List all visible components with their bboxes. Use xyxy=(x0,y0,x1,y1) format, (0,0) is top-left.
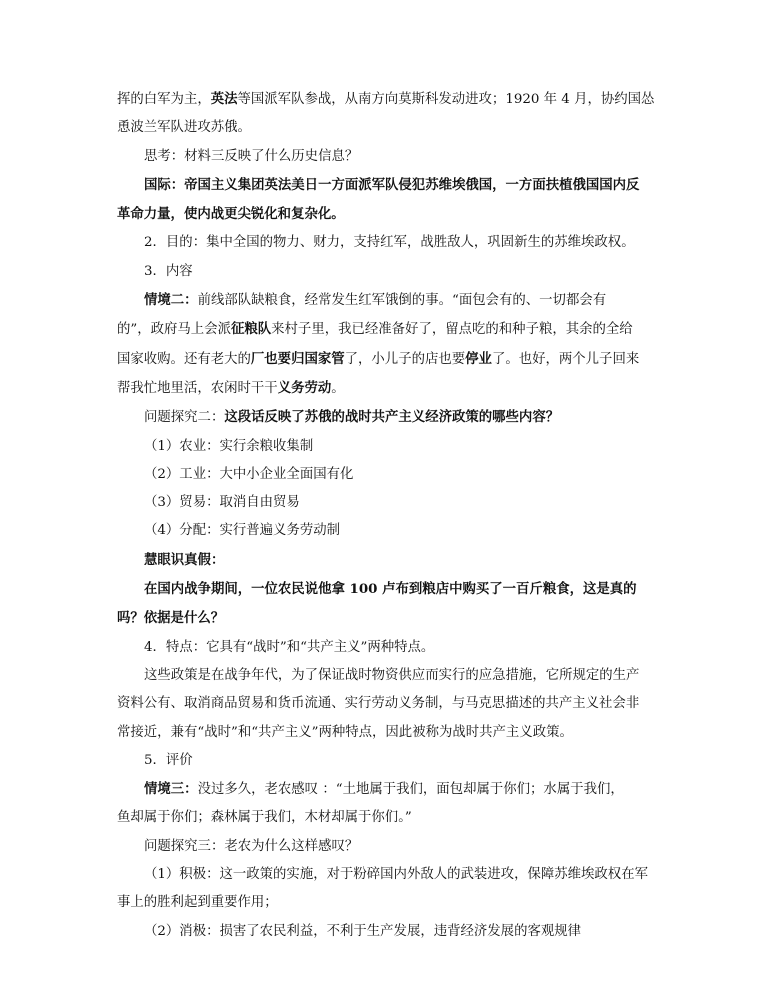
text-segment: （1）积极：这一政策的实施，对于粉碎国内外敌人的武装进攻，保障苏维埃政权在军 xyxy=(144,867,648,883)
text-line xyxy=(117,575,657,604)
text-line xyxy=(117,517,657,545)
text-line xyxy=(117,374,657,403)
bold-text-segment: 吗？依据是什么？ xyxy=(117,610,225,627)
bold-text-segment: 情境二： xyxy=(144,292,198,309)
text-line xyxy=(117,403,657,432)
text-segment: 常接近，兼有“战时”和“共产主义”两种特点，因此被称为战时共产主义政策。 xyxy=(117,724,573,740)
text-line xyxy=(117,634,657,662)
text-line xyxy=(117,775,657,804)
text-line xyxy=(117,833,657,861)
text-line xyxy=(117,889,657,917)
bold-text-segment: 厂也要归国家管 xyxy=(250,350,345,367)
text-segment: 问题探究三：老农为什么这样感叹？ xyxy=(144,838,359,854)
text-line xyxy=(117,918,657,946)
bold-text-segment: 革命力量，使内战更尖锐化和复杂化。 xyxy=(117,206,345,223)
text-line xyxy=(117,286,657,315)
text-segment: 国家收购。还有老大的 xyxy=(117,351,251,367)
text-segment: （4）分配：实行普遍义务劳动制 xyxy=(144,523,340,539)
text-segment: 来村子里，我已经准备好了，留点吃的和种子粮，其余的全给 xyxy=(271,322,633,338)
text-segment: 资料公有、取消商品贸易和货币流通、实行劳动义务制，与马克思描述的共产主义社会非 xyxy=(117,696,640,712)
bold-text-segment: 国际：帝国主义集团英法美日一方面派军队侵犯苏维埃俄国，一方面扶植俄国国内反 xyxy=(144,176,640,193)
bold-text-segment: 义务劳动 xyxy=(277,379,332,396)
text-line xyxy=(117,861,657,889)
text-segment: 这些政策是在战争年代，为了保证战时物资供应而实行的应急措施，它所规定的生产 xyxy=(144,667,640,683)
text-line xyxy=(117,200,657,229)
text-segment: 鱼却属于你们；森林属于我们，木材却属于你们。” xyxy=(117,810,412,826)
text-segment: （2）工业：大中小企业全面国有化 xyxy=(144,466,354,482)
text-line xyxy=(117,747,657,775)
text-segment: 3．内容 xyxy=(144,263,193,279)
text-line xyxy=(117,229,657,257)
text-line xyxy=(117,433,657,461)
text-segment: 了。也好，两个儿子回来 xyxy=(491,351,640,367)
text-line xyxy=(117,85,657,114)
text-segment: 等国派军队参战，从南方向莫斯科发动进攻；1920 年 4 月，协约国怂 xyxy=(237,92,655,107)
text-line xyxy=(117,804,657,832)
text-segment: 没过多久，老农感叹 ：“土地属于我们，面包却属于你们；水属于我们， xyxy=(197,782,624,798)
text-segment: 挥的白军为主， xyxy=(117,92,211,107)
text-line xyxy=(117,461,657,489)
text-line xyxy=(117,171,657,200)
text-line xyxy=(117,143,657,171)
bold-text-segment: 这段话反映了苏俄的战时共产主义经济政策的哪些内容？ xyxy=(224,409,560,426)
text-line xyxy=(117,719,657,747)
bold-text-segment: 停业 xyxy=(465,350,492,367)
text-segment: 事上的胜利起到重要作用； xyxy=(117,895,278,911)
text-segment: （1）农业：实行余粮收集制 xyxy=(144,438,314,454)
text-segment: 的”，政府马上会派 xyxy=(117,322,231,338)
text-line xyxy=(117,489,657,517)
text-segment: （2）消极：损害了农民利益，不利于生产发展，违背经济发展的客观规律 xyxy=(144,923,582,939)
text-line xyxy=(117,258,657,286)
text-segment: 2．目的：集中全国的物力、财力，支持红军，战胜敌人，巩固新生的苏维埃政权。 xyxy=(144,235,635,251)
text-line xyxy=(117,604,657,633)
text-line xyxy=(117,690,657,718)
text-segment: 恿波兰军队进攻苏俄。 xyxy=(117,120,251,136)
text-segment: （3）贸易：取消自由贸易 xyxy=(144,495,300,511)
text-segment: 了，小儿子的店也要 xyxy=(344,351,466,367)
text-segment: 。 xyxy=(331,380,345,396)
bold-text-segment: 英法 xyxy=(210,91,238,107)
bold-text-segment: 情境三： xyxy=(144,781,198,798)
bold-text-segment: 慧眼识真假： xyxy=(144,551,225,568)
text-segment: 思考：材料三反映了什么历史信息？ xyxy=(144,148,359,164)
text-line xyxy=(117,662,657,690)
document-body xyxy=(117,85,657,946)
text-segment: 4．特点：它具有“战时”和“共产主义”两种特点。 xyxy=(144,639,435,655)
text-segment: 前线部队缺粮食，经常发生红军饿倒的事。“面包会有的、一切都会有 xyxy=(197,293,607,309)
bold-text-segment: 在国内战争期间，一位农民说他拿 100 卢布到粮店中购买了一百斤粮食，这是真的 xyxy=(144,581,637,598)
text-line xyxy=(117,315,657,344)
bold-text-segment: 征粮队 xyxy=(230,321,272,338)
text-line xyxy=(117,345,657,374)
text-line xyxy=(117,546,657,575)
text-segment: 问题探究二： xyxy=(144,410,225,426)
text-segment: 5．评价 xyxy=(144,752,193,768)
text-segment: 帮我忙地里活，农闲时干干 xyxy=(117,380,278,396)
text-line xyxy=(117,114,657,142)
